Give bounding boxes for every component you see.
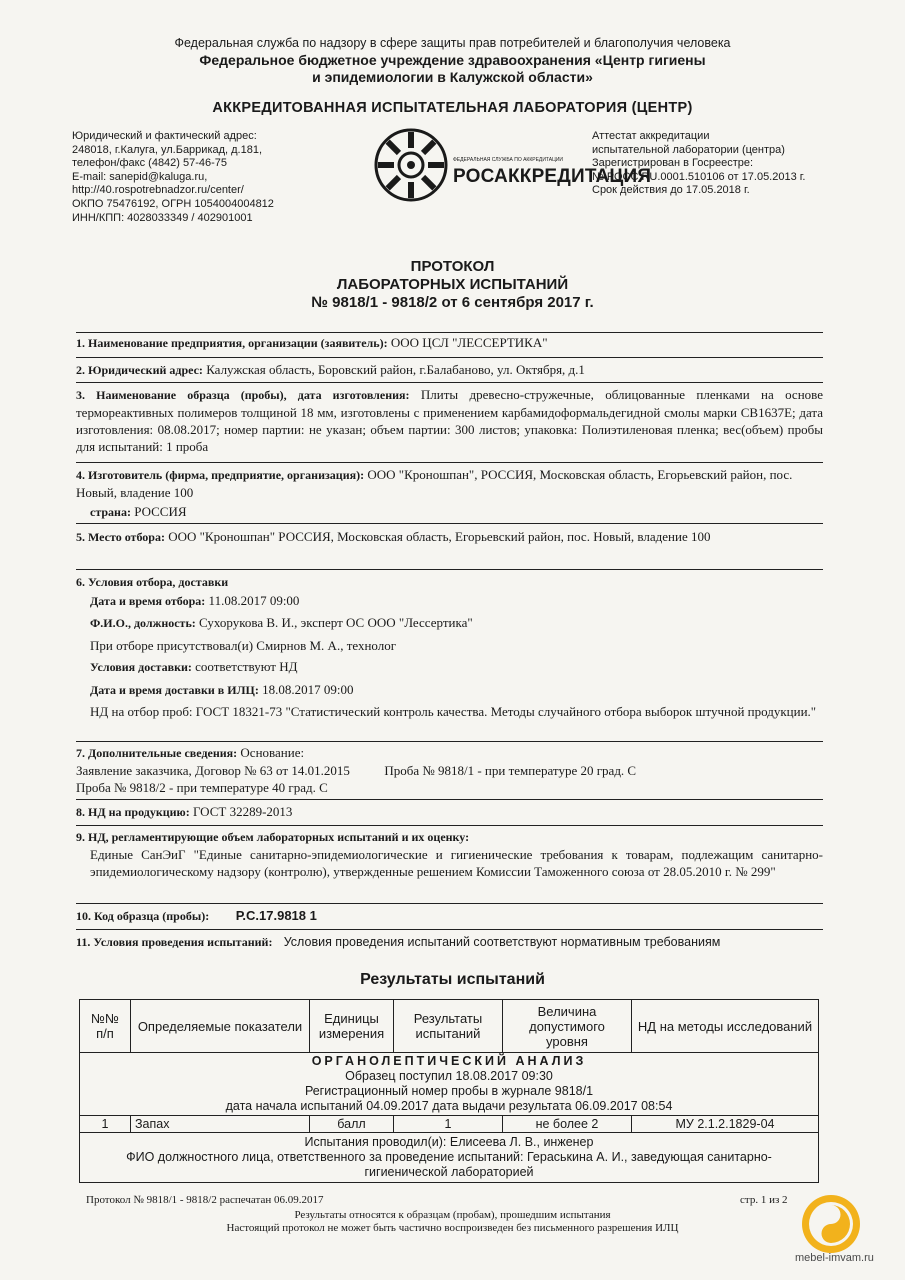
group-title: ОРГАНОЛЕПТИЧЕСКИЙ АНАЛИЗ [311,1054,587,1068]
section-7 [76,744,823,796]
section-2-value: Калужская область, Боровский район, г.Балабаново, ул. Октября, д.1 [206,362,585,377]
responsible-person: ФИО должностного лица, ответственного за проведение испытаний: Гераськина А. И., заведующая санитарно-гигиенической лабораторией [126,1150,772,1179]
table-row [80,1116,819,1133]
section-8-label: 8. НД на продукцию: [76,805,190,819]
address-line: http://40.rospotrebnadzor.ru/center/ [72,184,244,197]
divider [76,825,823,826]
agency-line: Федеральная служба по надзору в сфере защиты прав потребителей и благополучия человека [174,36,731,50]
section-3 [76,386,823,455]
table-group-row [80,1053,819,1116]
attestat-block [592,130,806,198]
protocol-title [0,258,905,312]
address-block [72,130,274,225]
divider [76,462,823,463]
section-9 [76,828,823,880]
footer-note-1: Результаты относятся к образцам (пробам), прошедшим испытания [294,1209,611,1221]
sample-code: Р.С.17.9818 1 [235,908,317,923]
basis-text: Заявление заказчика, Договор № 63 от 14.01.2015 [76,763,350,778]
print-info: Протокол № 9818/1 - 9818/2 распечатан 06.09.2017 [86,1194,324,1206]
footer-note-2: Настоящий протокол не может быть частично воспроизведен без письменного разрешения ИЛЦ [226,1222,679,1234]
section-1-label: 1. Наименование предприятия, организации (заявитель): [76,336,388,350]
performer: Испытания проводил(и): Елисеева Л. В., инженер [304,1135,594,1149]
watermark-text: mebel-imvam.ru [795,1252,874,1264]
responsible-cell [80,1133,819,1183]
registration-number: Регистрационный номер пробы в журнале 9818/1 [304,1084,594,1098]
section-5-label: 5. Место отбора: [76,530,165,544]
section-1-value: ООО ЦСЛ "ЛЕССЕРТИКА" [390,335,548,350]
section-2 [76,361,823,379]
protocol-title-line-2: ЛАБОРАТОРНЫХ ИСПЫТАНИЙ [336,276,569,293]
basis-label: Основание: [240,745,305,760]
results-title: Результаты испытаний [360,971,545,988]
delivery-conditions-label: Условия доставки: [90,660,192,674]
cell-limit: не более 2 [503,1116,632,1133]
section-11 [76,933,823,951]
section-4-value: ООО "Кроношпан", РОССИЯ, Московская область, Егорьевский район, пос. Новый, владение 100 [76,467,793,500]
cell-unit: балл [310,1116,394,1133]
column-header: НД на методы исследований [632,1000,819,1053]
institution-line-1: Федеральное бюджетное учреждение здравоохранения «Центр гигиены [199,52,706,68]
page-number: стр. 1 из 2 [740,1194,788,1206]
cell-indicator: Запах [131,1116,310,1133]
section-9-value: Единые СанЭиГ "Единые санитарно-эпидемиологические и гигиенические требования к товарам, подлежащим санитарно-эпидемиологическому надзору (контролю), утвержденные решением Комиссии Таможенного союза от 28.05.2010 г. № 299" [90,847,823,879]
address-line: телефон/факс (4842) 57-46-75 [72,157,228,170]
divider [76,799,823,800]
delivery-date: 18.08.2017 09:00 [262,681,354,697]
attestat-line: Аттестат аккредитации [592,130,710,142]
present-persons: При отборе присутствовал(и) Смирнов М. А., технолог [90,637,397,653]
logo-caption: ФЕДЕРАЛЬНАЯ СЛУЖБА ПО АККРЕДИТАЦИИ [453,157,564,163]
sampler-label: Ф.И.О., должность: [90,616,196,630]
attestat-line: Зарегистрирован в Госреестре: [592,157,754,170]
group-info-cell [80,1053,819,1116]
attestat-line: Срок действия до 17.05.2018 г. [592,184,750,197]
section-1 [76,334,823,352]
lab-title: АККРЕДИТОВАННАЯ ИСПЫТАТЕЛЬНАЯ ЛАБОРАТОРИЯ (ЦЕНТР) [212,100,693,116]
section-3-label: 3. Наименование образца (пробы), дата изготовления: [76,388,410,402]
section-5-value: ООО "Кроношпан" РОССИЯ, Московская область, Егорьевский район, пос. Новый, владение 100 [168,529,711,544]
section-5 [76,528,823,546]
protocol-title-line-1: ПРОТОКОЛ [410,258,495,275]
attestat-line: № РОСС RU.0001.510106 от 17.05.2013 г. [592,170,806,183]
section-3-value: Плиты древесно-стружечные, облицованные пленками на основе термореактивных полимеров толщиной 18 мм, изготовлены с применением карбамидоформальдегидной смолы марки СВ1637Е; дата изготовления: 08.08.2017; номер партии: не указан; объем партии: 300 листов; упаковка: Полиэтиленовая пленка; вес(объем) пробы для испытаний: 1 проба [76,387,823,454]
test-dates: дата начала испытаний 04.09.2017 дата выдачи результата 06.09.2017 08:54 [225,1099,673,1113]
divider [76,332,823,333]
cell-result: 1 [394,1116,503,1133]
column-header: Единицы измерения [310,1000,394,1053]
accreditation-emblem-icon [373,127,449,203]
divider [76,903,823,904]
divider [76,357,823,358]
divider [76,569,823,570]
institution-line-2: и эпидемиологии в Калужской области» [312,69,593,85]
country-label: страна: [90,505,131,519]
address-line: ОКПО 75476192, ОГРН 1054004004812 [72,197,274,210]
column-header: Результаты испытаний [394,1000,503,1053]
section-10-label: 10. Код образца (пробы): [76,909,210,923]
delivery-conditions: соответствуют НД [195,659,298,674]
divider [76,929,823,930]
section-7-label: 7. Дополнительные сведения: [76,746,238,760]
results-table [79,999,819,1183]
table-footer-row [80,1133,819,1183]
section-4-label: 4. Изготовитель (фирма, предприятие, организация): [76,468,365,482]
attestat-line: испытательной лаборатории (центра) [592,143,785,156]
sampling-date-label: Дата и время отбора: [90,593,206,608]
column-header: №№ п/п [80,1000,131,1053]
protocol-number: № 9818/1 - 9818/2 от 6 сентября 2017 г. [311,294,594,311]
section-8 [76,803,823,821]
address-line: ИНН/КПП: 4028033349 / 402901001 [72,211,253,224]
section-6-label: 6. Условия отбора, доставки [76,575,229,589]
delivery-date-label: Дата и время доставки в ИЛЦ: [90,682,259,697]
section-11-label: 11. Условия проведения испытаний: [76,935,273,949]
divider [76,741,823,742]
section-4 [76,466,823,521]
address-line: Юридический и фактический адрес: [72,130,257,142]
sampling-date: 11.08.2017 09:00 [208,592,300,608]
watermark-logo [800,1193,862,1255]
country-value: РОССИЯ [134,504,187,519]
cell-method: МУ 2.1.2.1829-04 [632,1116,819,1133]
sampler-name: Сухорукова В. И., эксперт ОС ООО "Лессертика" [199,615,473,630]
section-9-label: 9. НД, регламентирующие объем лабораторных испытаний и их оценку: [76,830,470,844]
logo-wordmark: РОСАККРЕДИТАЦИЯ [453,166,652,187]
section-11-value: Условия проведения испытаний соответствуют нормативным требованиям [283,935,721,949]
probe-2-condition: Проба № 9818/2 - при температуре 40 град. С [76,780,328,795]
section-8-value: ГОСТ 32289-2013 [192,804,293,819]
sampling-standard: НД на отбор проб: ГОСТ 18321-73 "Статистический контроль качества. Методы случайного отбора выборок штучной продукции." [90,704,817,719]
institution-name [0,52,905,86]
column-header: Определяемые показатели [131,1000,310,1053]
divider [76,523,823,524]
section-2-label: 2. Юридический адрес: [76,363,203,377]
cell-number: 1 [80,1116,131,1133]
address-line: 248018, г.Калуга, ул.Баррикад, д.181, [72,143,263,156]
address-line: E-mail: sanepid@kaluga.ru, [72,170,208,183]
probe-1-condition: Проба № 9818/1 - при температуре 20 град. С [384,763,637,778]
divider [76,382,823,383]
table-header-row [80,1000,819,1053]
section-10 [76,907,823,925]
column-header: Величина допустимого уровня [503,1000,632,1053]
section-6 [76,573,823,721]
sample-received: Образец поступил 18.08.2017 09:30 [345,1069,553,1083]
watermark-icon [800,1193,862,1255]
